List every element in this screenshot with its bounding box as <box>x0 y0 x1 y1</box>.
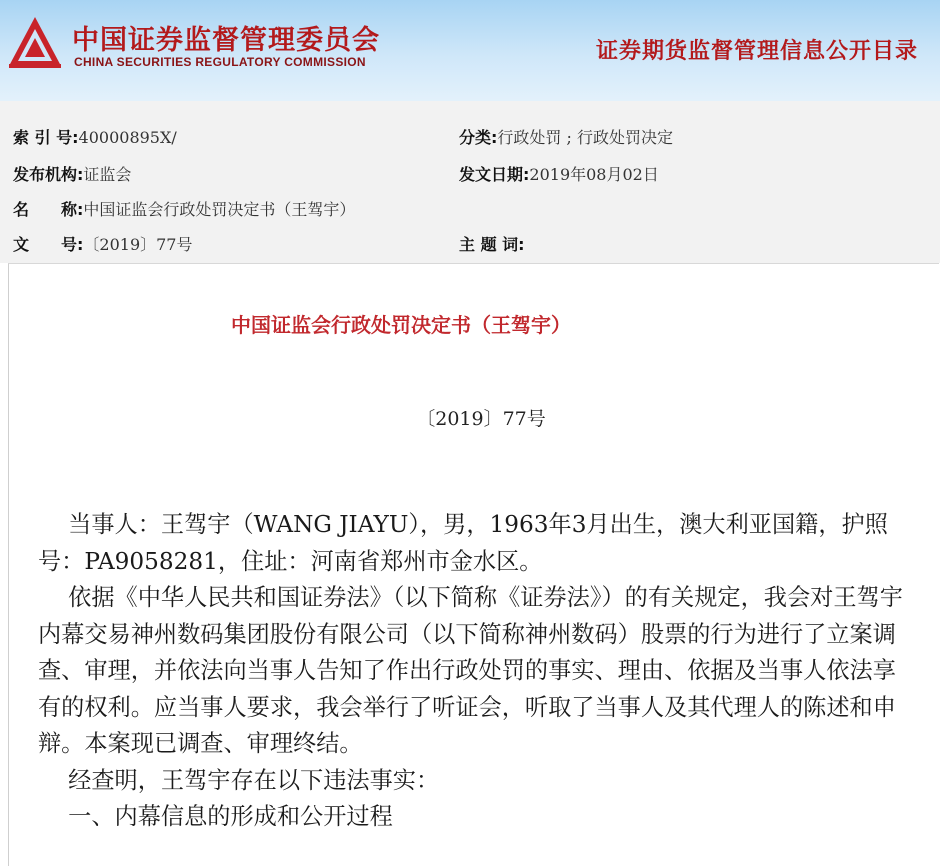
org-name-cn: 中国证券监督管理委员会 <box>72 25 380 56</box>
meta-docno-label: 文 号: <box>13 235 84 254</box>
meta-date-label: 发文日期: <box>459 165 530 184</box>
document-body <box>38 507 918 836</box>
meta-keywords-label: 主 题 词: <box>459 235 525 254</box>
site-header <box>0 0 940 102</box>
paragraph-party: 当事人：王驾宇（WANG JIAYU），男，1963年3月出生，澳大利亚国籍，护照号：PA9058281，住址：河南省郑州市金水区。 <box>38 511 888 575</box>
meta-issuer-value: 证监会 <box>83 165 132 184</box>
document-number: 〔2019〕77号 <box>416 408 546 430</box>
meta-name <box>13 197 355 220</box>
paragraph-section-heading: 一、内幕信息的形成和公开过程 <box>68 803 393 830</box>
meta-index-value: 40000895X/ <box>78 128 177 147</box>
meta-date-value: 2019年08月02日 <box>529 165 659 184</box>
meta-date <box>459 162 659 185</box>
meta-keywords <box>459 232 525 255</box>
meta-name-label: 名 称: <box>13 200 84 219</box>
meta-issuer <box>13 162 131 185</box>
org-name-en: CHINA SECURITIES REGULATORY COMMISSION <box>74 55 366 69</box>
meta-docno-value: 〔2019〕77号 <box>83 235 193 254</box>
meta-index-label: 索 引 号: <box>13 128 79 147</box>
paragraph-findings-intro: 经查明，王驾宇存在以下违法事实： <box>68 766 440 794</box>
meta-issuer-label: 发布机构: <box>13 165 84 184</box>
meta-category-value: 行政处罚 ; 行政处罚决定 <box>497 128 673 147</box>
meta-name-value: 中国证监会行政处罚决定书（王驾宇） <box>83 200 356 219</box>
document-title: 中国证监会行政处罚决定书（王驾宇） <box>231 313 571 337</box>
meta-category <box>459 125 673 148</box>
paragraph-basis: 依据《中华人民共和国证券法》（以下简称《证券法》）的有关规定，我会对王驾宇内幕交易神州数码集团股份有限公司（以下简称神州数码）股票的行为进行了立案调查、审理，并依法向当事人告知了作出行政处罚的事实、理由、依据及当事人依法享有的权利。应当事人要求，我会举行了听证会，听取了当事人及其代理人的陈述和申辩。本案现已调查、审理终结。 <box>38 584 903 757</box>
meta-category-label: 分类: <box>459 128 498 147</box>
meta-docno <box>13 232 193 255</box>
meta-index <box>13 125 177 148</box>
document-metadata <box>0 101 940 263</box>
csrc-logo-icon <box>6 14 64 72</box>
site-title: 证券期货监督管理信息公开目录 <box>595 39 918 64</box>
